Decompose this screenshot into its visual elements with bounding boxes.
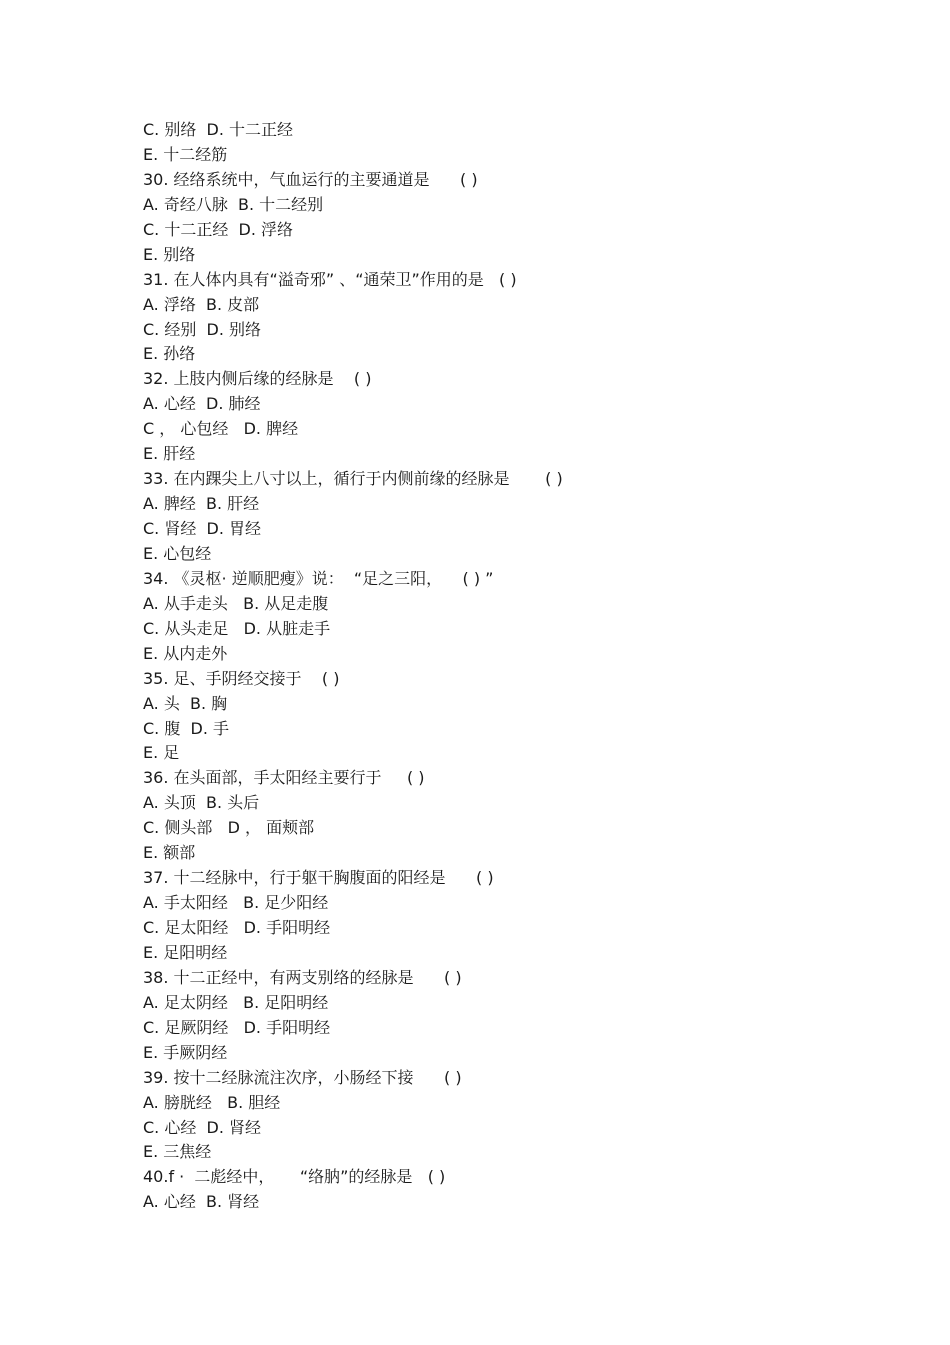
text-line: A. 心经 D. 肺经 xyxy=(143,394,261,414)
text-line: E. 三焦经 xyxy=(143,1142,212,1162)
text-line: A. 足太阴经 B. 足阳明经 xyxy=(143,992,329,1012)
text-line: E. 别络 xyxy=(143,244,196,264)
text-line: C. 腹 D. 手 xyxy=(143,718,230,738)
text-line: C. 别络 D. 十二正经 xyxy=(143,120,294,139)
document-page xyxy=(143,118,863,1215)
question-line: 30. 经络系统中，气血运行的主要通道是 ( ) xyxy=(143,169,478,189)
text-line: E. 肝经 xyxy=(143,444,196,464)
text-line: E. 十二经筋 xyxy=(143,144,228,164)
text-line: C. 足厥阴经 D. 手阳明经 xyxy=(143,1017,331,1037)
text-line: C. 十二正经 D. 浮络 xyxy=(143,219,294,239)
question-line: 34. 《灵枢· 逆顺肥瘦》说： “足之三阳， ( ) ” xyxy=(143,568,494,588)
text-line: C. 经别 D. 别络 xyxy=(143,319,262,339)
text-line: C. 侧头部 D ， 面颊部 xyxy=(143,818,315,838)
question-line: 36. 在头面部，手太阳经主要行于 ( ) xyxy=(143,768,425,788)
question-line: 40.f · 二彪经中， “络肭”的经脉是 ( ) xyxy=(143,1167,446,1187)
text-line: A. 从手走头 B. 从足走腹 xyxy=(143,593,329,613)
text-line: E. 手厥阴经 xyxy=(143,1042,228,1062)
text-line: A. 奇经八脉 B. 十二经别 xyxy=(143,194,324,214)
text-line: C. 肾经 D. 胃经 xyxy=(143,519,262,538)
text-line: E. 足 xyxy=(143,743,180,763)
text-line: C. 足太阳经 D. 手阳明经 xyxy=(143,918,331,937)
question-line: 39. 按十二经脉流注次序，小肠经下接 ( ) xyxy=(143,1067,462,1087)
text-line: E. 足阳明经 xyxy=(143,942,228,962)
text-line: A. 浮络 B. 皮部 xyxy=(143,294,260,314)
text-line: A. 心经 B. 肾经 xyxy=(143,1192,260,1212)
text-line: A. 脾经 B. 肝经 xyxy=(143,494,260,514)
text-line: C. 从头走足 D. 从脏走手 xyxy=(143,618,331,638)
text-line: E. 额部 xyxy=(143,843,196,863)
text-line: A. 头 B. 胸 xyxy=(143,693,228,713)
question-line: 37. 十二经脉中，行于躯干胸腹面的阳经是 ( ) xyxy=(143,868,494,888)
text-line: E. 心包经 xyxy=(143,543,212,563)
text-line: E. 从内走外 xyxy=(143,643,228,663)
question-line: 38. 十二正经中，有两支别络的经脉是 ( ) xyxy=(143,967,462,987)
text-line: A. 头顶 B. 头后 xyxy=(143,793,260,813)
question-line: 35. 足、手阴经交接于 ( ) xyxy=(143,668,340,688)
text-line: A. 膀胱经 B. 胆经 xyxy=(143,1092,281,1112)
text-line: C. 心经 D. 肾经 xyxy=(143,1117,262,1137)
question-line: 33. 在内踝尖上八寸以上，循行于内侧前缘的经脉是 ( ) xyxy=(143,469,563,489)
question-line: 32. 上肢内侧后缘的经脉是 ( ) xyxy=(143,369,372,389)
text-line: C ， 心包经 D. 脾经 xyxy=(143,419,299,439)
question-line: 31. 在人体内具有“溢奇邪” 、“通荣卫”作用的是 ( ) xyxy=(143,269,517,289)
text-line: A. 手太阳经 B. 足少阳经 xyxy=(143,893,329,913)
text-line: E. 孙络 xyxy=(143,344,196,364)
